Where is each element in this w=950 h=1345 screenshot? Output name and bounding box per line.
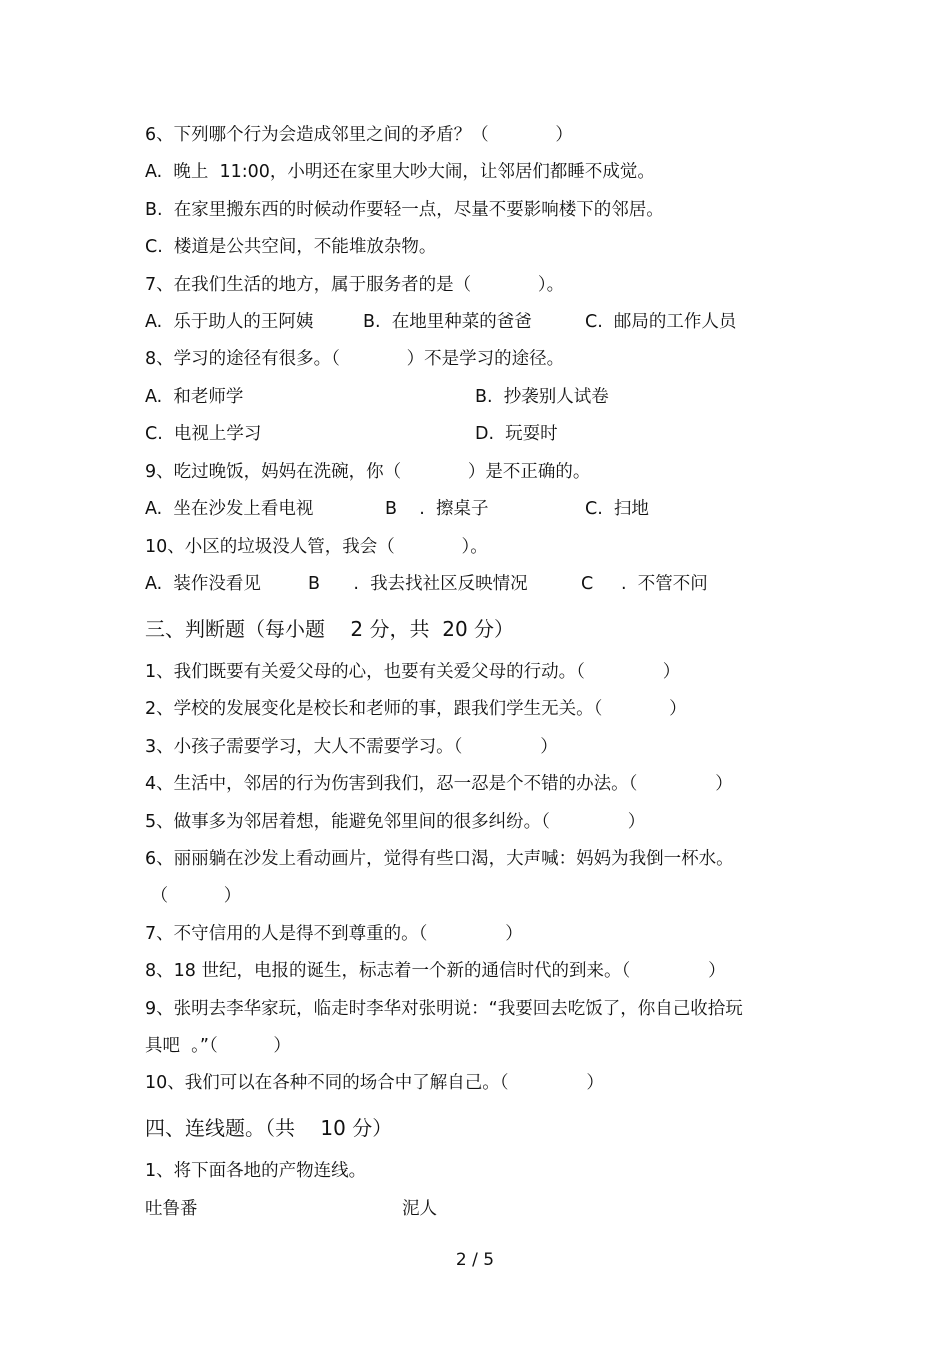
question-10-option-c: C . 不管不问 bbox=[581, 574, 708, 594]
question-7-option-a: A. 乐于助人的王阿姨 bbox=[145, 312, 314, 332]
question-10-options bbox=[145, 573, 785, 595]
matching-right-item: 泥人 bbox=[402, 1199, 437, 1219]
judgement-item: 7、不守信用的人是得不到尊重的。（ ） bbox=[145, 924, 523, 944]
question-6-option-c: C. 楼道是公共空间，不能堆放杂物。 bbox=[145, 237, 437, 257]
question-7-option-b: B. 在地里种菜的爸爸 bbox=[363, 312, 532, 332]
judgement-item-continued: 具吧 。”（ ） bbox=[145, 1036, 291, 1056]
question-8-option-d: D. 玩耍时 bbox=[475, 424, 558, 444]
judgement-item: 8、18 世纪，电报的诞生，标志着一个新的通信时代的到来。（ ） bbox=[145, 961, 726, 981]
judgement-item: 10、我们可以在各种不同的场合中了解自己。（ ） bbox=[145, 1073, 604, 1093]
matching-question-1: 1、将下面各地的产物连线。 bbox=[145, 1161, 367, 1181]
question-8-stem: 8、学习的途径有很多。（ ）不是学习的途径。 bbox=[145, 349, 565, 369]
matching-row bbox=[145, 1198, 785, 1220]
judgement-item: 6、丽丽躺在沙发上看动画片，觉得有些口渴，大声喊：妈妈为我倒一杯水。 bbox=[145, 849, 734, 869]
judgement-item: 1、我们既要有关爱父母的心，也要有关爱父母的行动。（ ） bbox=[145, 662, 681, 682]
question-7-options bbox=[145, 311, 785, 333]
section-4-title: 四、连线题。（共 10 分） bbox=[145, 1116, 393, 1140]
judgement-item: 4、生活中，邻居的行为伤害到我们，忍一忍是个不错的办法。（ ） bbox=[145, 774, 733, 794]
judgement-item: 5、做事多为邻居着想，能避免邻里间的很多纠纷。（ ） bbox=[145, 812, 646, 832]
question-7-option-c: C. 邮局的工作人员 bbox=[585, 312, 737, 332]
question-8-options-row1 bbox=[145, 386, 785, 408]
question-9-options bbox=[145, 498, 785, 520]
section-3-title: 三、判断题（每小题 2 分，共 20 分） bbox=[145, 617, 515, 641]
question-7-stem: 7、在我们生活的地方，属于服务者的是（ ）。 bbox=[145, 275, 565, 295]
question-9-option-a: A. 坐在沙发上看电视 bbox=[145, 499, 314, 519]
matching-left-item: 吐鲁番 bbox=[145, 1199, 198, 1219]
question-10-stem: 10、小区的垃圾没人管，我会（ ）。 bbox=[145, 537, 488, 557]
question-8-option-a: A. 和老师学 bbox=[145, 387, 244, 407]
question-6-option-b: B. 在家里搬东西的时候动作要轻一点，尽量不要影响楼下的邻居。 bbox=[145, 200, 664, 220]
judgement-item: 2、学校的发展变化是校长和老师的事，跟我们学生无关。（ ） bbox=[145, 699, 687, 719]
question-8-option-c: C. 电视上学习 bbox=[145, 424, 262, 444]
question-9-option-c: C. 扫地 bbox=[585, 499, 649, 519]
judgement-item-answer-blank: （ ） bbox=[145, 886, 242, 906]
question-9-stem: 9、吃过晚饭，妈妈在洗碗，你（ ）是不正确的。 bbox=[145, 462, 591, 482]
judgement-item: 3、小孩子需要学习，大人不需要学习。（ ） bbox=[145, 737, 558, 757]
question-6-stem: 6、下列哪个行为会造成邻里之间的矛盾？（ ） bbox=[145, 125, 573, 145]
question-10-option-b: B . 我去找社区反映情况 bbox=[308, 574, 528, 594]
page-number: 2 / 5 bbox=[455, 1250, 495, 1270]
question-8-options-row2 bbox=[145, 423, 785, 445]
judgement-item: 9、张明去李华家玩，临走时李华对张明说：“我要回去吃饭了，你自己收拾玩 bbox=[145, 999, 743, 1019]
question-8-option-b: B. 抄袭别人试卷 bbox=[475, 387, 609, 407]
question-10-option-a: A. 装作没看见 bbox=[145, 574, 261, 594]
question-6-option-a: A. 晚上 11:00，小明还在家里大吵大闹，让邻居们都睡不成觉。 bbox=[145, 162, 655, 182]
question-9-option-b: B . 擦桌子 bbox=[385, 499, 489, 519]
